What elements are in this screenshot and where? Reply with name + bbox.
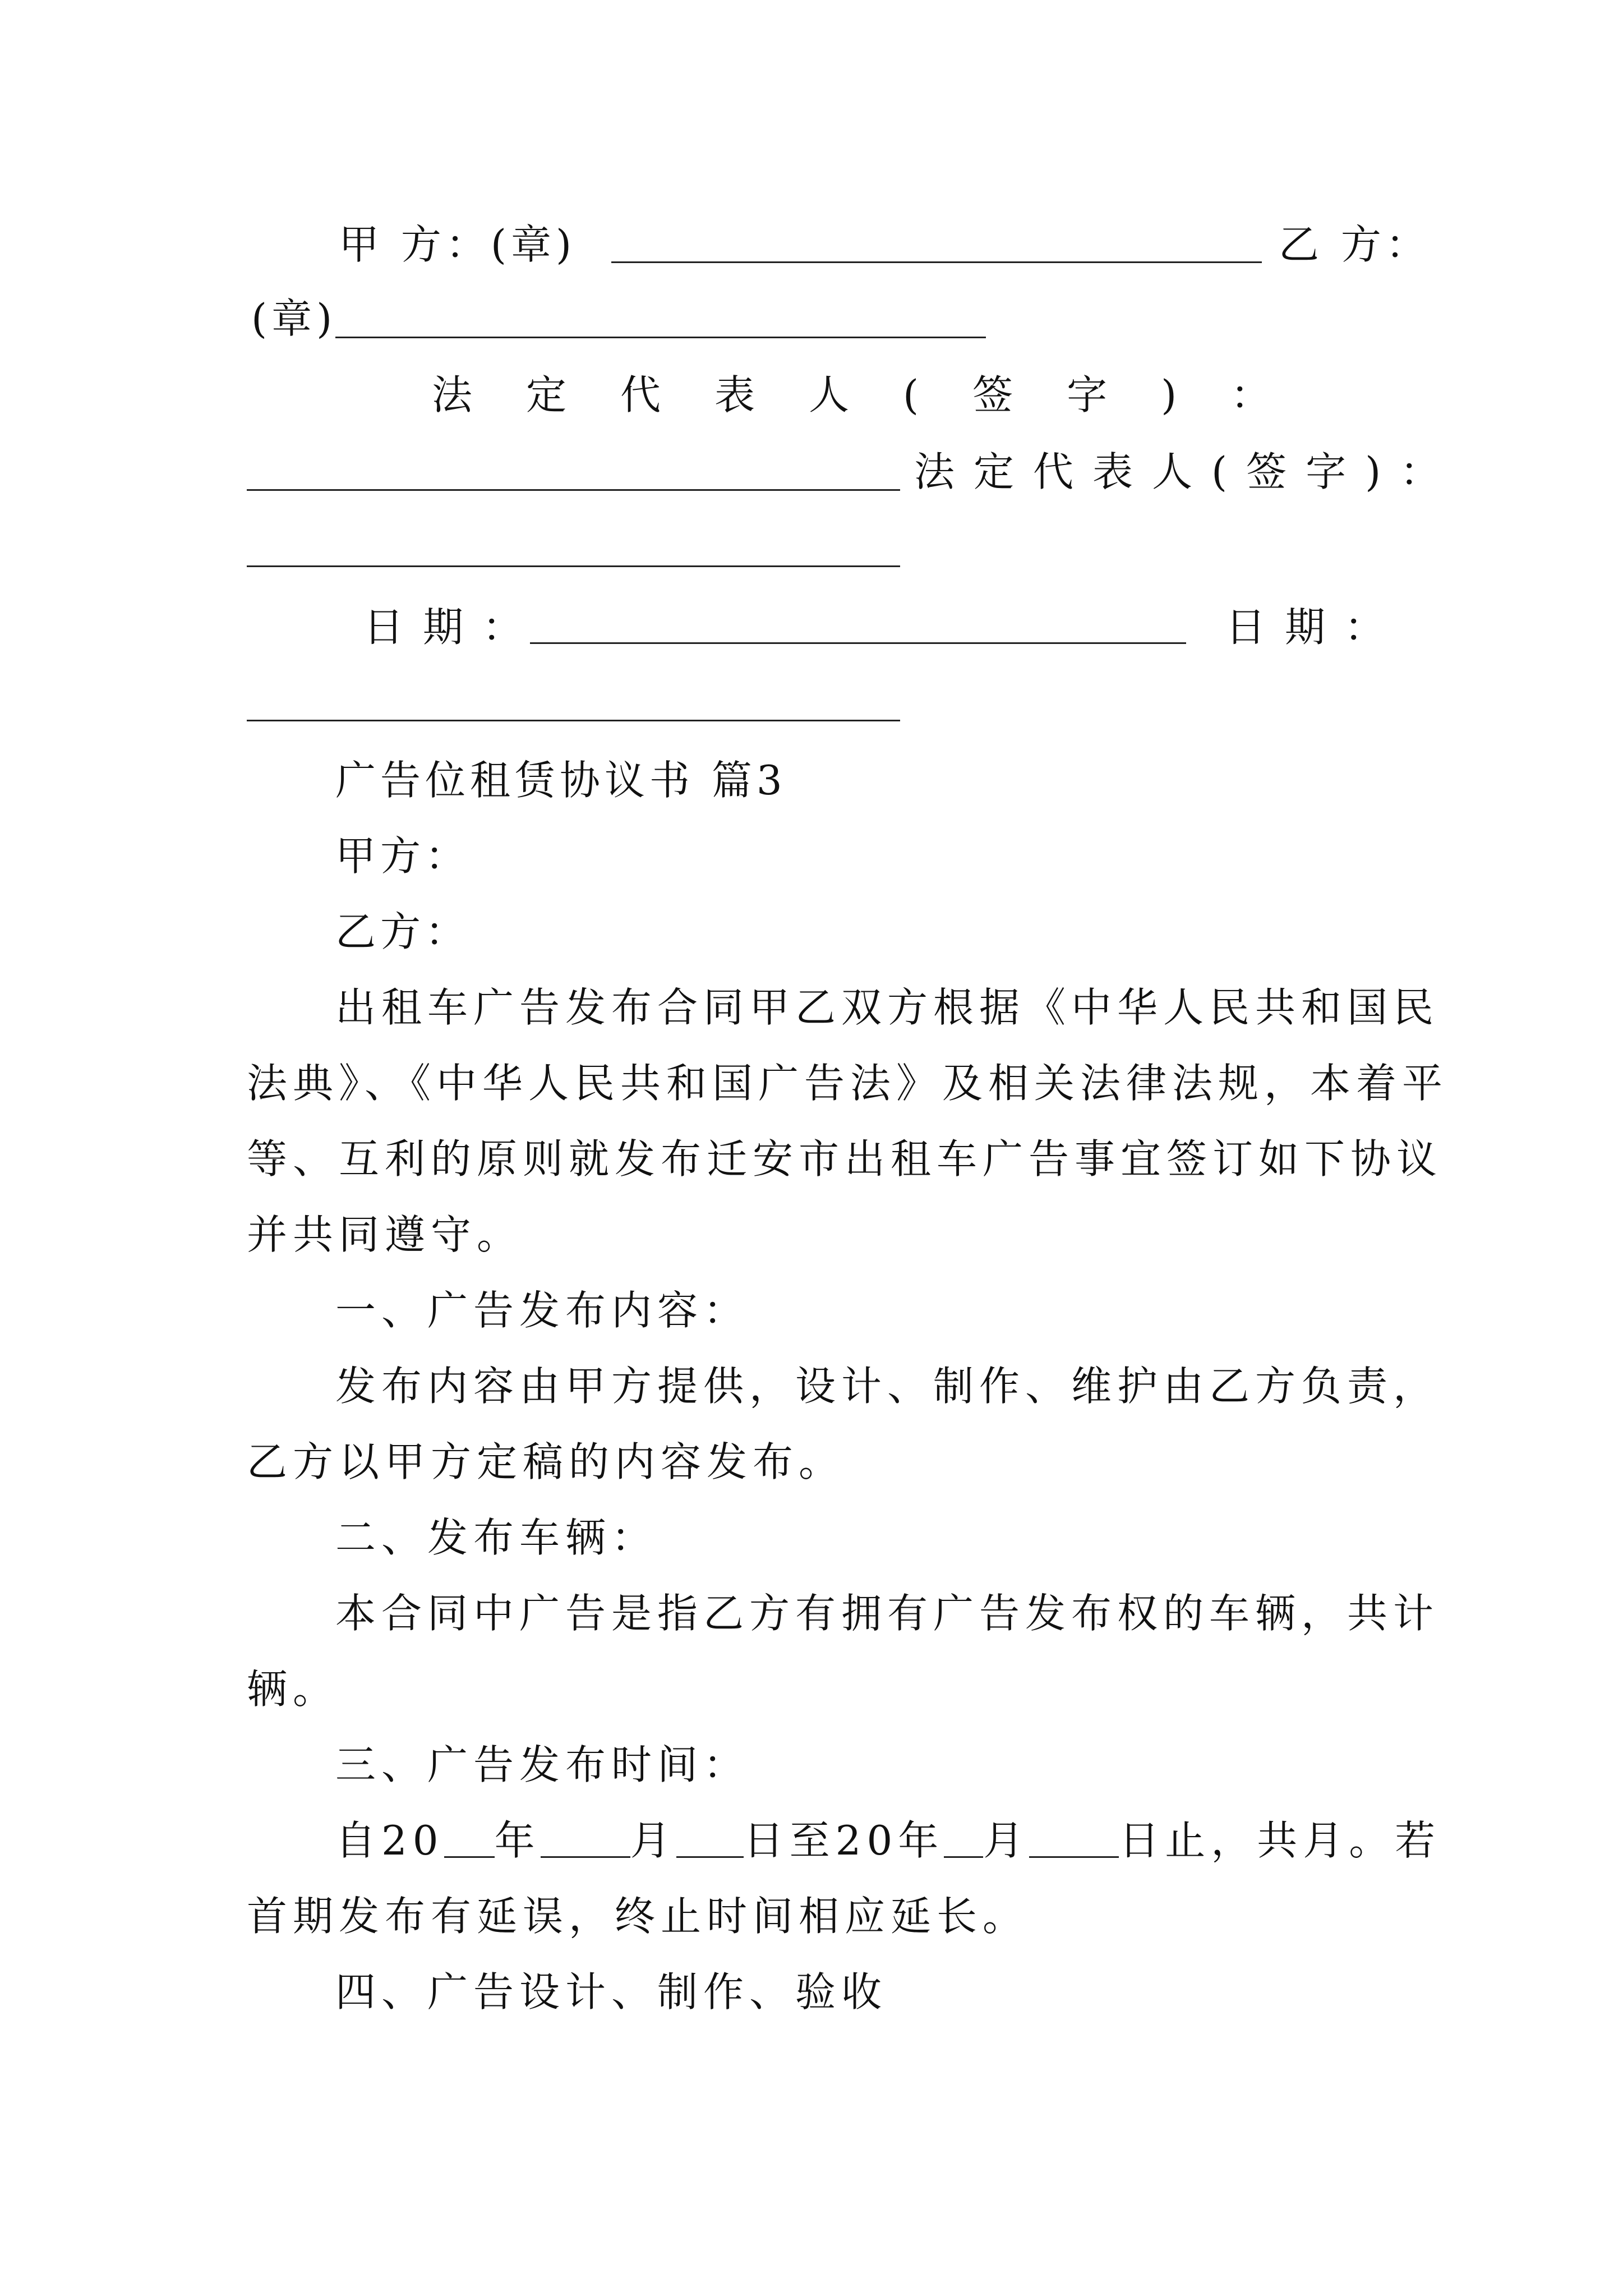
clause-2-heading: 二、发布车辆：	[335, 1514, 658, 1561]
party-b-label: 乙 方：	[1279, 221, 1431, 268]
party-a-field: 甲方：	[335, 832, 471, 880]
clause-4-heading: 四、广告设计、制作、验收	[335, 1968, 888, 2016]
clause-1-line-1: 发布内容由甲方提供，设计、制作、维护由乙方负责，	[335, 1363, 1440, 1410]
intro-line-1: 出租车广告发布合同甲乙双方根据《中华人民共和国民	[335, 984, 1440, 1031]
day-end-blank	[1029, 1820, 1119, 1858]
clause-2-line-2: 辆。	[247, 1665, 339, 1713]
clause-2-line-1: 本合同中广告是指乙方有拥有广告发布权的车辆，共计	[335, 1590, 1440, 1637]
clause-3-heading: 三、广告发布时间：	[335, 1741, 750, 1788]
month-end-blank	[944, 1820, 983, 1858]
party-a-seal-line	[611, 261, 1262, 263]
intro-line-2: 法典》、《中华人民共和国广告法》及相关法律法规，本着平	[247, 1060, 1449, 1107]
clause-1-heading: 一、广告发布内容：	[335, 1287, 750, 1334]
date-b-line	[247, 720, 900, 721]
month-end-unit: 月	[983, 1817, 1030, 1864]
party-a-seal-label: 甲 方：(章)	[339, 221, 577, 268]
clause-1-line-2: 乙方以甲方定稿的内容发布。	[247, 1438, 845, 1485]
day-start-unit: 日至20年	[743, 1817, 944, 1864]
date-suffix: 日止，共月。若	[1119, 1817, 1441, 1864]
legal-rep-b-label: 法定代表人(签字)：	[914, 448, 1460, 495]
legal-rep-a-label: 法定代表人(签字)：	[432, 371, 1325, 418]
date-a-line	[530, 642, 1186, 644]
day-start-blank	[676, 1820, 744, 1858]
date-a-label: 日期：	[363, 604, 542, 651]
year-start-blank	[444, 1820, 495, 1858]
year-start-unit: 年	[494, 1817, 541, 1864]
legal-rep-b-line	[247, 565, 900, 567]
date-b-label: 日期：	[1225, 604, 1404, 651]
clause-3-date-line	[335, 1817, 1441, 1864]
intro-line-3: 等、互利的原则就发布迁安市出租车广告事宜签订如下协议	[247, 1135, 1443, 1182]
party-b-seal-line	[335, 337, 986, 338]
legal-rep-a-line	[247, 489, 900, 491]
party-b-seal-label: (章)	[251, 295, 337, 342]
party-b-field: 乙方：	[335, 908, 471, 955]
date-prefix: 自20	[335, 1817, 444, 1864]
section-title: 广告位租赁协议书 篇3	[335, 757, 787, 804]
intro-line-4: 并共同遵守。	[247, 1211, 523, 1258]
clause-3-line-2: 首期发布有延误，终止时间相应延长。	[247, 1893, 1029, 1940]
month-start-blank	[541, 1820, 630, 1858]
month-start-unit: 月	[630, 1817, 676, 1864]
